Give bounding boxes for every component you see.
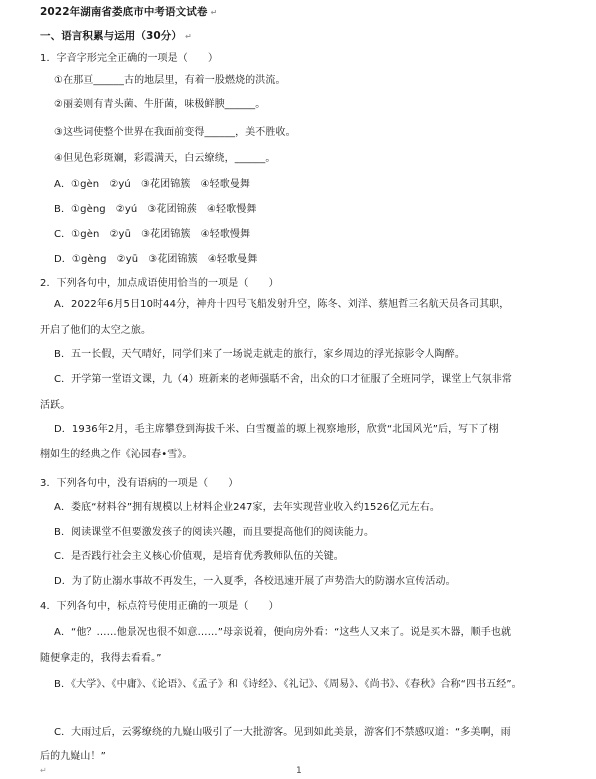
q3-option-a: A．娄底“材料谷”拥有规模以上材料企业247家，去年实现营业收入约1526亿元左右。 [54,502,440,513]
q3-option-d: D．为了防止溺水事故不再发生，一入夏季，各校迅速开展了声势浩大的防溺水宣传活动。 [54,576,456,587]
q3-option-b: B．阅读课堂不但要激发孩子的阅读兴趣，而且要提高他们的阅读能力。 [54,527,375,538]
q2-stem: 2．下列各句中，加点成语使用恰当的一项是（ ） [40,278,279,289]
q1-sentence-4: ④但见色彩斑斓，彩霞满天，白云缭绕，______。 [54,153,276,164]
q4-option-c-line1: C．大雨过后，云雾缭绕的九嶷山吸引了一大批游客。见到如此美景，游客们不禁感叹道：“多美啊，雨 [54,727,511,738]
page-number: 1 [296,766,302,776]
q2-option-b: B．五一长假，天气晴好，同学们来了一场说走就走的旅行，家乡周边的浮光掠影令人陶醉。 [54,349,465,360]
footer-paragraph-mark: ↵ [40,766,47,775]
q2-option-d-line2: 栩如生的经典之作《沁园春•雪》。 [40,449,193,460]
q1-sentence-1: ①在那亘______古的地层里，有着一股燃烧的洪流。 [54,75,286,86]
q2-option-c-line2: 活跃。 [40,400,71,411]
q4-stem: 4．下列各句中，标点符号使用正确的一项是（ ） [40,601,279,612]
q1-option-a: A．①gèn ②yú ③花团锦簇 ④轻歌曼舞 [54,179,250,190]
q3-option-c: C．是否践行社会主义核心价值观，是培育优秀教师队伍的关键。 [54,551,344,562]
q1-sentence-2: ②丽姜则有青头菌、牛肝菌，味极鲜腴______。 [54,99,266,110]
q4-option-b: B．《大学》、《中庸》、《论语》、《孟子》和《诗经》、《礼记》、《周易》、《尚书》、《春秋》合称“四书五经”。 [54,679,522,690]
q1-sentence-3: ③这些词使整个世界在我面前变得______，美不胜收。 [54,127,296,138]
q1-option-b: B．①gèng ②yú ③花团锦蔟 ④轻歌慢舞 [54,204,257,215]
q1-option-d: D．①gèng ②yū ③花团锦簇 ④轻歌曼舞 [54,254,258,265]
q4-option-a-line1: A．“他？……他景况也很不如意……”母亲说着，便向房外看：“这些人又来了。说是买木器，顺手也就 [54,627,512,638]
q4-option-c-line2: 后的九嶷山！” [40,751,106,762]
section-heading: 一、语言积累与运用（30分） ↵ [40,30,192,42]
q2-option-a-line2: 开启了他们的太空之旅。 [40,325,152,336]
q4-option-a-line2: 随便拿走的，我得去看看。” [40,653,162,664]
q2-option-a-line1: A．2022年6月5日10时44分，神舟十四号飞船发射升空，陈冬、刘洋、蔡旭哲三名航天员各司其职， [54,299,510,310]
q2-option-c-line1: C．开学第一堂语文课，九（4）班新来的老师强聒不舍，出众的口才征服了全班同学，课堂上气氛非常 [54,374,512,385]
exam-title: 2022年湖南省娄底市中考语文试卷 ↵ [40,6,218,18]
q3-stem: 3．下列各句中，没有语病的一项是（ ） [40,478,239,489]
q2-option-d-line1: D．1936年2月，毛主席攀登到海拔千米、白雪覆盖的塬上视察地形，欣赏“北国风光”后，写下了栩 [54,424,499,435]
q1-option-c: C．①gèn ②yū ③花团锦簇 ④轻歌慢舞 [54,229,251,240]
q1-stem: 1．字音字形完全正确的一项是（ ） [40,53,219,64]
